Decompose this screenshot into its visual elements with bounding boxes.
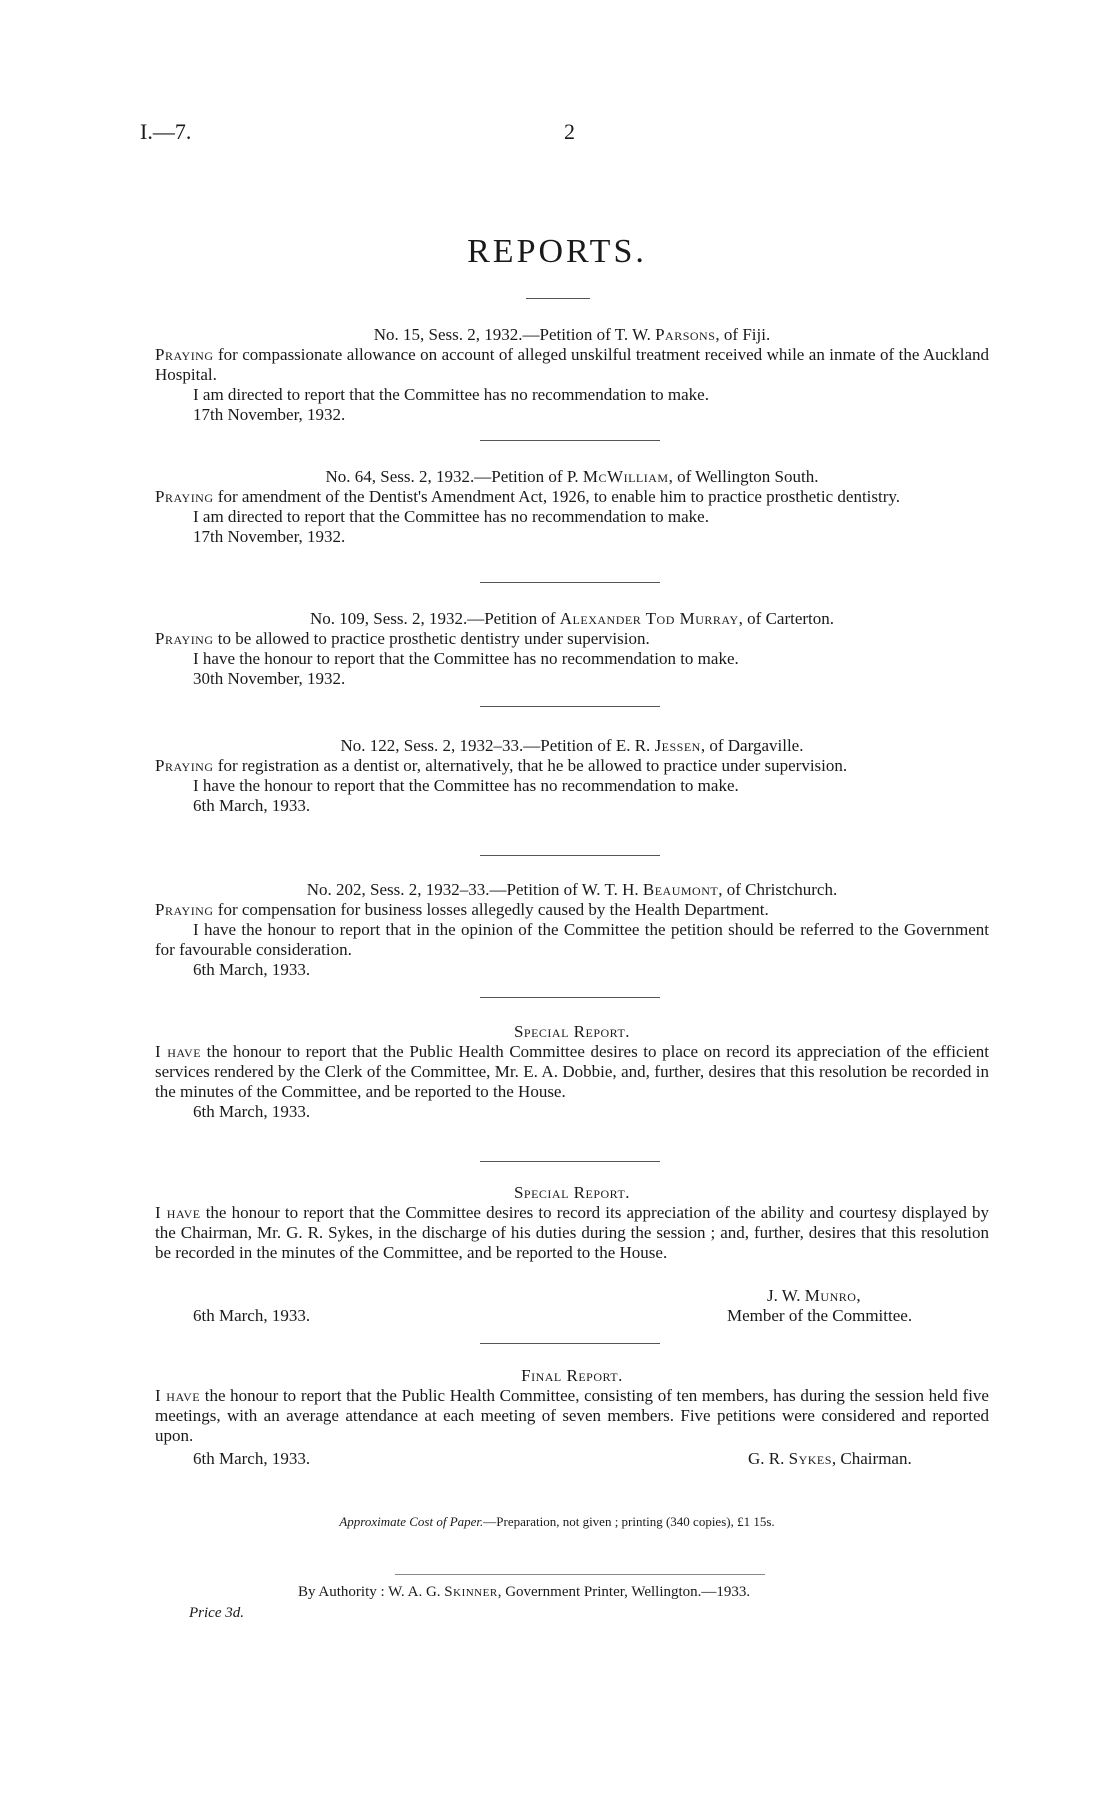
page-title: REPORTS. <box>467 233 647 270</box>
divider <box>480 855 660 856</box>
report-text: I am directed to report that the Committee has no recommendation to make. <box>193 507 709 526</box>
divider <box>526 298 590 299</box>
praying-paragraph: Praying for compensation for business losses allegedly caused by the Health Department. <box>155 900 769 919</box>
divider <box>480 1343 660 1344</box>
petitioner-name: Alexander Tod Murray <box>559 609 739 628</box>
signer-name: J. W. Munro, <box>767 1286 861 1305</box>
petitioner-name: McWilliam <box>582 467 669 486</box>
report-text: I have the honour to report that the Committee has no recommendation to make. <box>193 776 739 795</box>
report-paragraph: I have the honour to report that the Committee desires to record its appreciation of the ability and courtesy displayed by the Chairman, Mr. G. R. Sykes, in the discharge of his duties during the session ; and, further, desires that this resolution be recorded in the minutes of the Committee, and be reported to the House. <box>155 1203 990 1262</box>
report-date: 30th November, 1932. <box>193 669 346 688</box>
divider <box>480 440 660 441</box>
petition-heading: No. 202, Sess. 2, 1932–33.—Petition of W. T. H. Beaumont, of Christchurch. <box>306 880 838 899</box>
section-heading: Special Report. <box>513 1183 631 1202</box>
petition-heading: No. 109, Sess. 2, 1932.—Petition of Alexander Tod Murray, of Carterton. <box>309 609 835 628</box>
price-note: Price 3d. <box>189 1605 244 1621</box>
petition-entry <box>155 880 989 980</box>
praying-paragraph: Praying for amendment of the Dentist's Amendment Act, 1926, to enable him to practice prosthetic dentistry. <box>155 487 901 506</box>
special-report <box>155 1022 989 1122</box>
divider <box>480 706 660 707</box>
petitioner-name: Beaumont <box>642 880 719 899</box>
report-text: I am directed to report that the Committee has no recommendation to make. <box>193 385 709 404</box>
praying-paragraph: Praying for registration as a dentist or, alternatively, that he be allowed to practice under supervision. <box>155 756 848 775</box>
petition-heading: No. 122, Sess. 2, 1932–33.—Petition of E. R. Jessen, of Dargaville. <box>340 736 804 755</box>
report-date: 17th November, 1932. <box>193 527 346 546</box>
praying-paragraph: Praying for compassionate allowance on account of alleged unskilful treatment received while an inmate of the Auckland Hospital. <box>155 345 989 384</box>
petitioner-name: Parsons <box>655 325 716 344</box>
document-reference: I.—7. <box>140 119 192 144</box>
section-heading: Final Report. <box>521 1366 623 1385</box>
cost-note: Approximate Cost of Paper.—Preparation, not given ; printing (340 copies), £1 15s. <box>339 1514 775 1529</box>
petition-entry <box>155 467 989 547</box>
printer-authority: By Authority : W. A. G. Skinner, Government Printer, Wellington.—1933. <box>298 1584 751 1600</box>
divider <box>480 1161 660 1162</box>
report-date: 17th November, 1932. <box>193 405 346 424</box>
report-date: 6th March, 1933. <box>193 796 311 815</box>
divider <box>395 1574 765 1575</box>
section-heading: Special Report. <box>513 1022 631 1041</box>
signer-name: G. R. Sykes, Chairman. <box>748 1449 912 1468</box>
report-text: I have the honour to report that the Committee has no recommendation to make. <box>193 649 739 668</box>
petition-entry <box>155 736 989 816</box>
special-report <box>155 1183 989 1263</box>
signer-role: Member of the Committee. <box>727 1306 913 1325</box>
report-date: 6th March, 1933. <box>193 1306 311 1325</box>
petition-heading: No. 64, Sess. 2, 1932.—Petition of P. McWilliam, of Wellington South. <box>325 467 819 486</box>
praying-paragraph: Praying to be allowed to practice prosthetic dentistry under supervision. <box>155 629 650 648</box>
petitioner-name: Jessen <box>654 736 701 755</box>
divider <box>480 582 660 583</box>
divider <box>480 997 660 998</box>
report-paragraph: I have the honour to report that the Public Health Committee, consisting of ten members, has during the session held five meetings, with an average attendance at each meeting of seven members. Five petitions were considered and reported upon. <box>155 1386 989 1445</box>
petition-heading: No. 15, Sess. 2, 1932.—Petition of T. W. Parsons, of Fiji. <box>373 325 771 344</box>
petition-entry <box>155 325 989 425</box>
report-text: I have the honour to report that in the opinion of the Committee the petition should be referred to the Government for favourable consideration. <box>155 920 989 959</box>
report-date: 6th March, 1933. <box>193 1449 311 1468</box>
report-date: 6th March, 1933. <box>193 960 311 979</box>
report-paragraph: I have the honour to report that the Public Health Committee desires to place on record its appreciation of the efficient services rendered by the Clerk of the Committee, Mr. E. A. Dobbie, and, further, desires that this resolution be recorded in the minutes of the Committee, and be reported to the House. <box>155 1042 989 1101</box>
final-report <box>155 1366 989 1446</box>
report-date: 6th March, 1933. <box>193 1102 311 1121</box>
petition-entry <box>155 609 989 689</box>
page-number: 2 <box>564 119 575 144</box>
